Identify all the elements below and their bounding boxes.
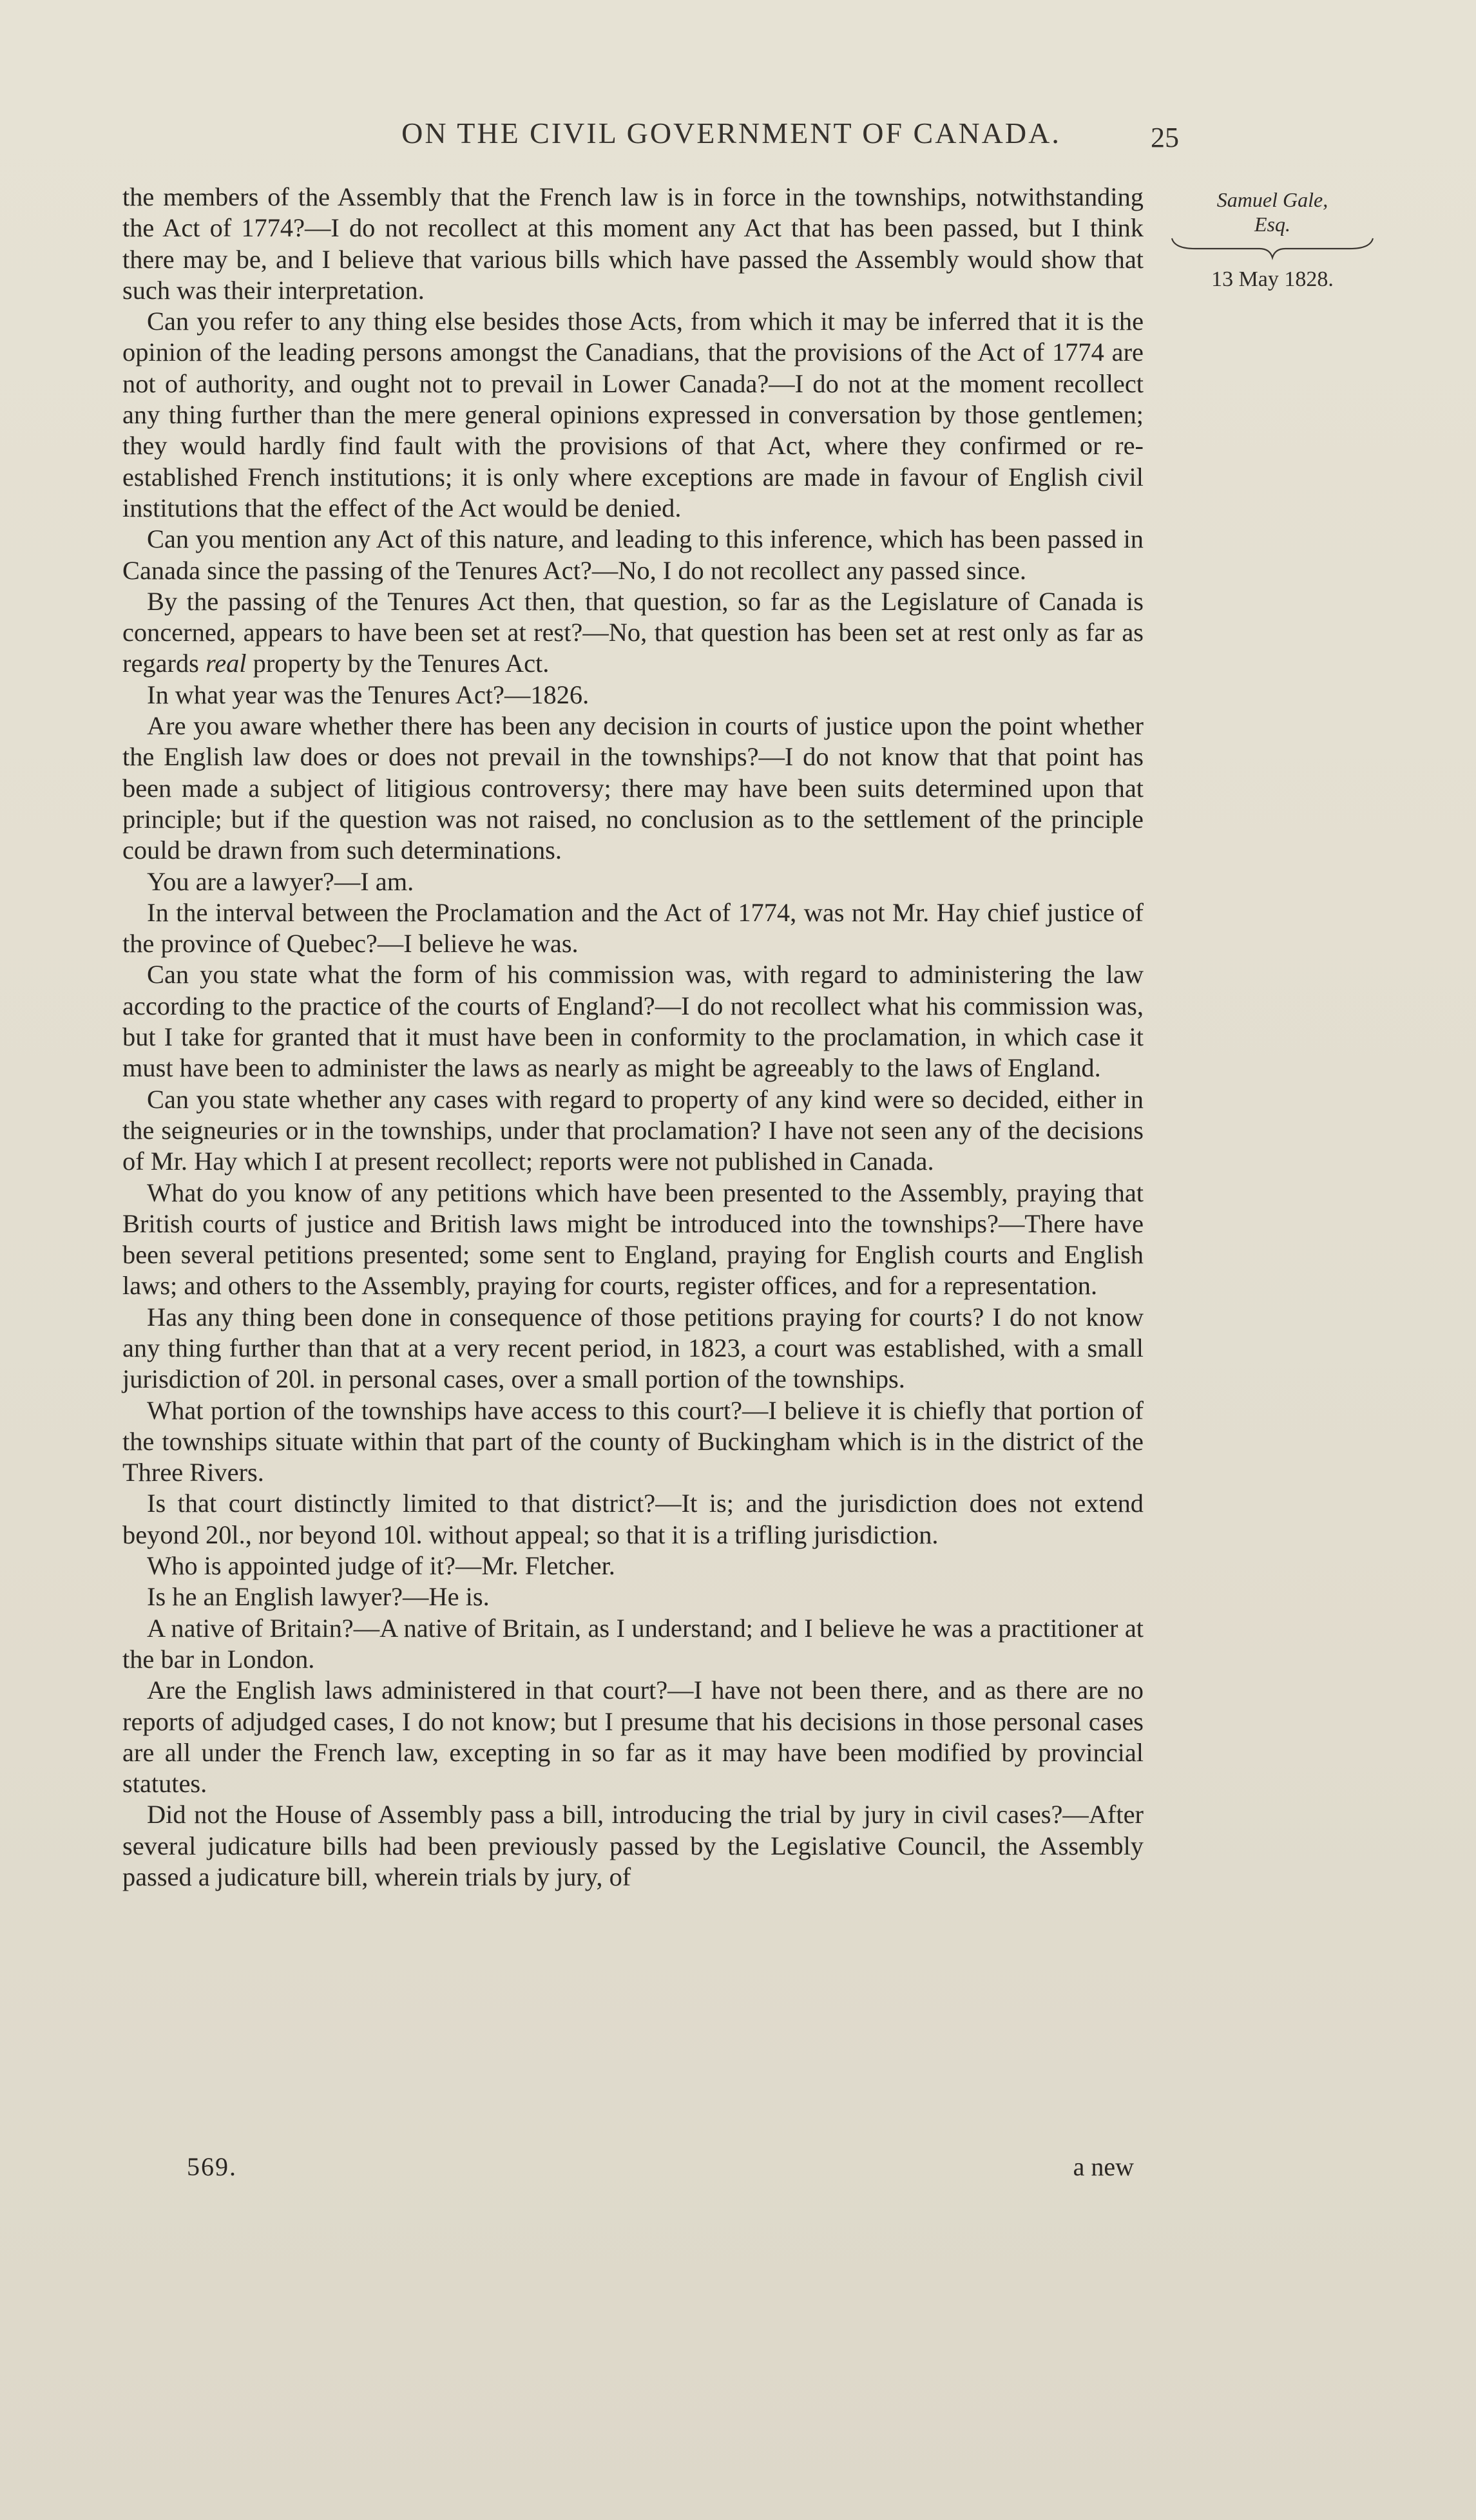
body-text	[122, 182, 1144, 1893]
paragraph: Can you state whether any cases with regard to property of any kind were so decided, either in the seigneuries or in the townships, under that proclamation? I have not seen any of the decisions of Mr. Hay which I at present recollect; reports were not published in Canada.	[122, 1084, 1144, 1176]
paragraph: Can you mention any Act of this nature, and leading to this inference, which has been passed in Canada since the passing of the Tenures Act?—No, I do not recollect any passed since.	[122, 524, 1144, 585]
paragraph: Are you aware whether there has been any decision in courts of justice upon the point whether the English law does or does not prevail in the townships?—I do not know that that point has been made a subject of litigious controversy; there may have been suits determined upon that principle; but if the question was not raised, no conclusion as to the settlement of the principle could be drawn from such determinations.	[122, 711, 1144, 865]
paragraph: What do you know of any petitions which have been presented to the Assembly, praying that British courts of justice and British laws might be introduced into the townships?—There have been several petitions presented; some sent to England, praying for English courts and English laws; and others to the Assembly, praying for courts, register offices, and for a representation.	[122, 1178, 1144, 1301]
italic-word: real	[205, 649, 247, 678]
paragraph-text: property by the Tenures Act.	[246, 649, 550, 678]
paragraph: A native of Britain?—A native of Britain, as I understand; and I believe he was a practitioner at the bar in London.	[122, 1613, 1144, 1674]
paragraph: Can you state what the form of his commission was, with regard to administering the law according to the practice of the courts of England?—I do not recollect what his commission was, but I take for granted that it must have been in conformity to the proclamation, in which case it must have been to administer the laws as nearly as might be agreeably to the laws of England.	[122, 960, 1144, 1083]
witness-title: Esq.	[1254, 213, 1290, 236]
paragraph: Are the English laws administered in that court?—I have not been there, and as there are no reports of adjudged cases, I do not know; but I presume that his decisions in those personal cases are all under the French law, excepting in so far as it may have been modified by provincial statutes.	[122, 1675, 1144, 1799]
paragraph: You are a lawyer?—I am.	[147, 866, 414, 896]
paragraph: Who is appointed judge of it?—Mr. Fletcher.	[147, 1551, 615, 1581]
page-number: 25	[1151, 122, 1179, 153]
paragraph: Can you refer to any thing else besides those Acts, from which it may be inferred that it is the opinion of the leading persons amongst the Canadians, that the provisions of the Act of 1774 are not of authority, and ought not to prevail in Lower Canada?—I do not at the moment recollect any thing further than the mere general opinions expressed in conversation by those gentlemen; they would hardly find fault with the provisions of that Act, where they confirmed or re-established French institutions; it is only where exceptions are made in favour of English civil institutions that the effect of the Act would be denied.	[122, 307, 1144, 522]
brace-ornament	[1169, 236, 1375, 262]
testimony-date: 13 May 1828.	[1211, 267, 1334, 291]
running-head: ON THE CIVIL GOVERNMENT OF CANADA.	[401, 117, 1061, 149]
paragraph: Did not the House of Assembly pass a bill, introducing the trial by jury in civil cases?—After several judicature bills had been previously passed by the Legislative Council, the Assembly passed a judicature bill, wherein trials by jury, of	[122, 1800, 1144, 1892]
paragraph: Is he an English lawyer?—He is.	[147, 1582, 490, 1612]
margin-note	[1166, 187, 1379, 292]
signature-mark: 569.	[187, 2152, 237, 2181]
paragraph: In what year was the Tenures Act?—1826.	[147, 680, 589, 709]
paragraph-text: By the passing of the Tenures Act then, that question, so far as the Legislature of Canada is concerned, appears to have been set at rest?—No, that question has been set at rest only as far as regards	[122, 586, 1144, 678]
paragraph: Is that court distinctly limited to that district?—It is; and the jurisdiction does not extend beyond 20l., nor beyond 10l. without appeal; so that it is a trifling jurisdiction.	[122, 1489, 1144, 1549]
paragraph: Has any thing been done in consequence of those petitions praying for courts? I do not know any thing further than that at a very recent period, in 1823, a court was established, with a small jurisdiction of 20l. in personal cases, over a small portion of the townships.	[122, 1302, 1144, 1394]
catchword: a new	[1073, 2152, 1134, 2181]
paragraph	[122, 586, 1144, 680]
witness-name: Samuel Gale,	[1216, 188, 1328, 211]
paragraph: In the interval between the Proclamation and the Act of 1774, was not Mr. Hay chief justice of the province of Quebec?—I believe he was.	[122, 897, 1144, 959]
paragraph: the members of the Assembly that the French law is in force in the townships, notwithstanding the Act of 1774?—I do not recollect at this moment any Act that has been passed, but I think there may be, and I believe that various bills which have passed the Assembly would show that such was their interpretation.	[122, 182, 1144, 305]
paragraph: What portion of the townships have access to this court?—I believe it is chiefly that portion of the townships situate within that part of the county of Buckingham which is in the district of the Three Rivers.	[122, 1395, 1144, 1487]
